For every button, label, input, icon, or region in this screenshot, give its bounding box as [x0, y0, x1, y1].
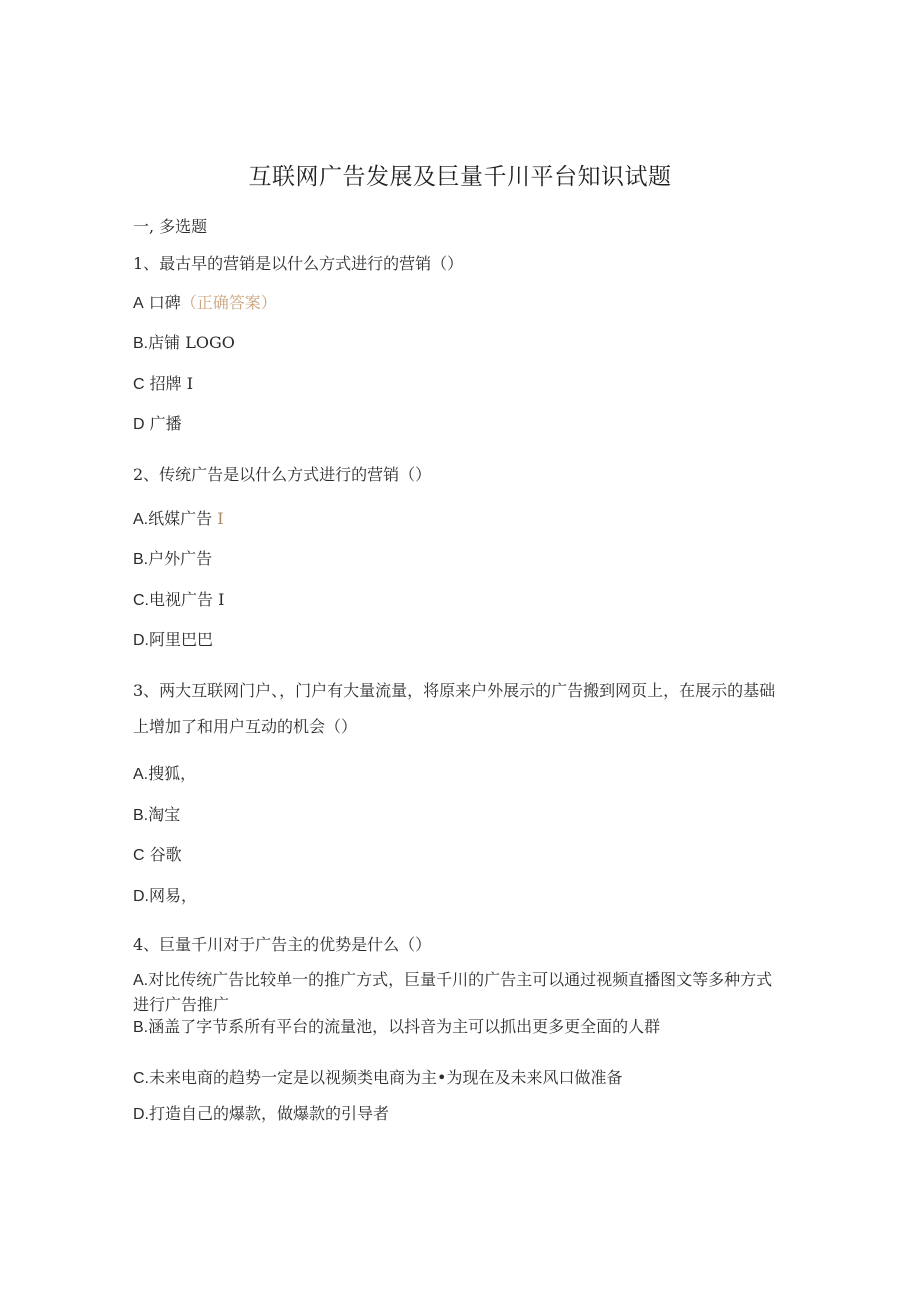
question-4-stem: 4、巨量千川对于广告主的优势是什么（）: [133, 935, 432, 954]
page-title: 互联网广告发展及巨量千川平台知识试题: [248, 164, 672, 190]
option-text: 搜狐，: [148, 764, 197, 783]
question-1-option-b: [133, 332, 235, 355]
option-letter: B.: [133, 807, 149, 824]
option-letter: B.: [133, 1019, 149, 1036]
option-letter: A.: [133, 511, 149, 528]
option-text: 对比传统广告比较单一的推广方式，巨量千川的广告主可以通过视频直播图文等多种方式进行广告推广: [133, 970, 773, 1014]
option-text: 口碑: [148, 293, 181, 312]
option-text: 招牌 I: [149, 374, 194, 393]
option-text: 店铺 LOGO: [148, 333, 235, 352]
question-3-option-c: [133, 844, 182, 867]
question-3-stem: 3、两大互联网门户、，门户有大量流量，将原来户外展示的广告搬到网页上，在展示的基础上增加了和用户互动的机会（）: [133, 681, 776, 736]
stray-mark: I: [212, 509, 224, 528]
option-letter: C.: [133, 592, 149, 609]
correct-answer-mark: （正确答案）: [180, 293, 277, 312]
question-2-option-a: [133, 508, 224, 531]
option-letter: A.: [133, 972, 149, 989]
option-text: 广播: [149, 414, 182, 433]
option-text: 电视广告 I: [149, 590, 225, 609]
option-letter: C.: [133, 1070, 149, 1087]
question-4-option-d: [133, 1103, 389, 1126]
question-2-option-d: [133, 629, 213, 652]
option-text: 网易，: [149, 886, 198, 905]
question-1-option-a: [133, 292, 277, 315]
option-letter: D: [133, 416, 145, 433]
option-letter: B.: [133, 551, 149, 568]
option-text: 户外广告: [148, 549, 213, 568]
question-2-option-c: [133, 589, 224, 612]
option-letter: C: [133, 376, 145, 393]
question-1-option-c: [133, 373, 193, 396]
option-text: 淘宝: [148, 805, 181, 824]
question-1-stem: 1、最古早的营销是以什么方式进行的营销（）: [133, 254, 464, 273]
question-3-option-a: [133, 763, 196, 786]
option-letter: D.: [133, 1106, 149, 1123]
question-2-stem: 2、传统广告是以什么方式进行的营销（）: [133, 465, 432, 484]
question-4-option-a: [133, 968, 783, 1017]
option-text: 未来电商的趋势一定是以视频类电商为主•为现在及未来风口做准备: [149, 1068, 623, 1087]
option-text: 纸媒广告: [148, 509, 213, 528]
option-letter: D.: [133, 888, 149, 905]
option-letter: B.: [133, 335, 149, 352]
option-text: 打造自己的爆款，做爆款的引导者: [149, 1104, 390, 1123]
section-heading: 一, 多选题: [133, 217, 208, 236]
option-letter: C: [133, 847, 145, 864]
option-letter: D.: [133, 632, 149, 649]
question-1-option-d: [133, 413, 182, 436]
option-text: 涵盖了字节系所有平台的流量池，以抖音为主可以抓出更多更全面的人群: [148, 1017, 661, 1036]
option-letter: A.: [133, 766, 149, 783]
option-text: 阿里巴巴: [149, 630, 214, 649]
question-4-option-c: [133, 1067, 622, 1090]
question-3-option-d: [133, 885, 197, 908]
option-letter: A: [133, 295, 144, 312]
option-text: 谷歌: [149, 845, 182, 864]
question-3-option-b: [133, 804, 180, 827]
question-4-option-b: [133, 1016, 660, 1039]
question-2-option-b: [133, 548, 212, 571]
